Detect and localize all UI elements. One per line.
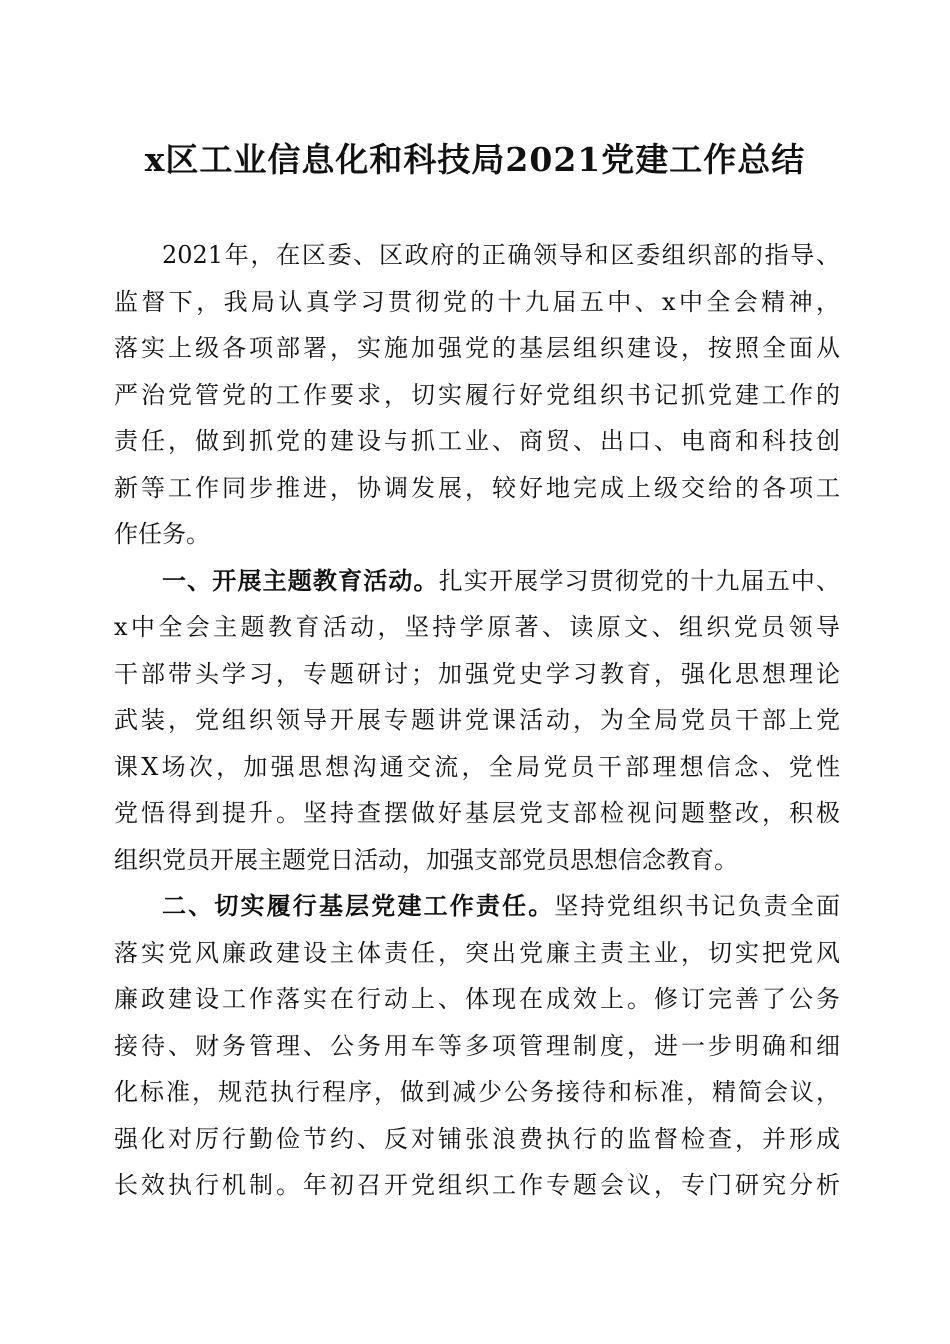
text-line xyxy=(114,465,840,512)
line-text: 接待、财务管理、公务用车等多项管理制度，进一步明确和细 xyxy=(114,1031,840,1060)
line-text: 党悟得到提升。坚持查摆做好基层党支部检视问题整改，积极 xyxy=(114,799,840,827)
text-line xyxy=(114,418,840,465)
paragraph-section-2 xyxy=(114,883,840,1209)
line-text: 强化对厉行勤俭节约、反对铺张浪费执行的监督检查，并形成 xyxy=(114,1124,840,1153)
text-line xyxy=(114,883,840,930)
line-text: 落实党风廉政建设主体责任，突出党廉主责主业，切实把党风 xyxy=(114,938,840,967)
text-line xyxy=(114,744,840,791)
document-title: x区工业信息化和科技局2021党建工作总结 xyxy=(144,140,806,179)
text-line xyxy=(114,232,840,279)
text-line xyxy=(114,976,840,1023)
text-line xyxy=(114,325,840,372)
line-text: 2021年，在区委、区政府的正确领导和区委组织部的指导、 xyxy=(162,241,840,269)
section-heading: 二、切实履行基层党建工作责任。 xyxy=(162,892,555,920)
text-line xyxy=(114,511,840,558)
line-text: 干部带头学习，专题研讨；加强党史学习教育，强化思想理论 xyxy=(114,659,840,688)
paragraph-intro xyxy=(114,232,840,558)
document-body xyxy=(114,232,840,1209)
line-text: 武装，党组织领导开展专题讲党课活动，为全局党员干部上党 xyxy=(114,706,840,734)
line-text: 组织党员开展主题党日活动，加强支部党员思想信念教育。 xyxy=(114,845,738,874)
section-heading: 一、开展主题教育活动。 xyxy=(162,566,439,595)
line-text: 坚持党组织书记负责全面 xyxy=(554,892,841,920)
line-text: 严治党管党的工作要求，切实履行好党组织书记抓党建工作的 xyxy=(114,380,840,409)
text-line xyxy=(114,697,840,744)
text-line xyxy=(114,1116,840,1163)
line-text: 廉政建设工作落实在行动上、体现在成效上。修订完善了公务 xyxy=(114,985,840,1013)
line-text: 监督下，我局认真学习贯彻党的十九届五中、x中全会精神， xyxy=(114,287,840,316)
line-text: 化标准，规范执行程序，做到减少公务接待和标准，精简会议， xyxy=(114,1078,840,1106)
text-line xyxy=(114,837,840,884)
line-text: x中全会主题教育活动，坚持学原著、读原文、组织党员领导 xyxy=(114,613,840,641)
text-line xyxy=(114,1162,840,1209)
text-line xyxy=(114,372,840,419)
text-line xyxy=(114,1023,840,1070)
text-line xyxy=(114,279,840,326)
text-line xyxy=(114,1069,840,1116)
line-text: 新等工作同步推进，协调发展，较好地完成上级交给的各项工 xyxy=(114,473,840,502)
paragraph-section-1 xyxy=(114,558,840,884)
text-line xyxy=(114,558,840,605)
text-line xyxy=(114,930,840,977)
line-text: 责任，做到抓党的建设与抓工业、商贸、出口、电商和科技创 xyxy=(114,427,840,455)
line-text: 作任务。 xyxy=(114,520,210,548)
text-line xyxy=(114,604,840,651)
line-text: 课X场次，加强思想沟通交流，全局党员干部理想信念、党性 xyxy=(114,752,840,781)
line-text: 扎实开展学习贯彻党的十九届五中、 xyxy=(438,566,841,595)
line-text: 落实上级各项部署，实施加强党的基层组织建设，按照全面从 xyxy=(114,334,840,362)
text-line xyxy=(114,790,840,837)
text-line xyxy=(114,651,840,698)
line-text: 长效执行机制。年初召开党组织工作专题会议，专门研究分析 xyxy=(114,1171,840,1199)
